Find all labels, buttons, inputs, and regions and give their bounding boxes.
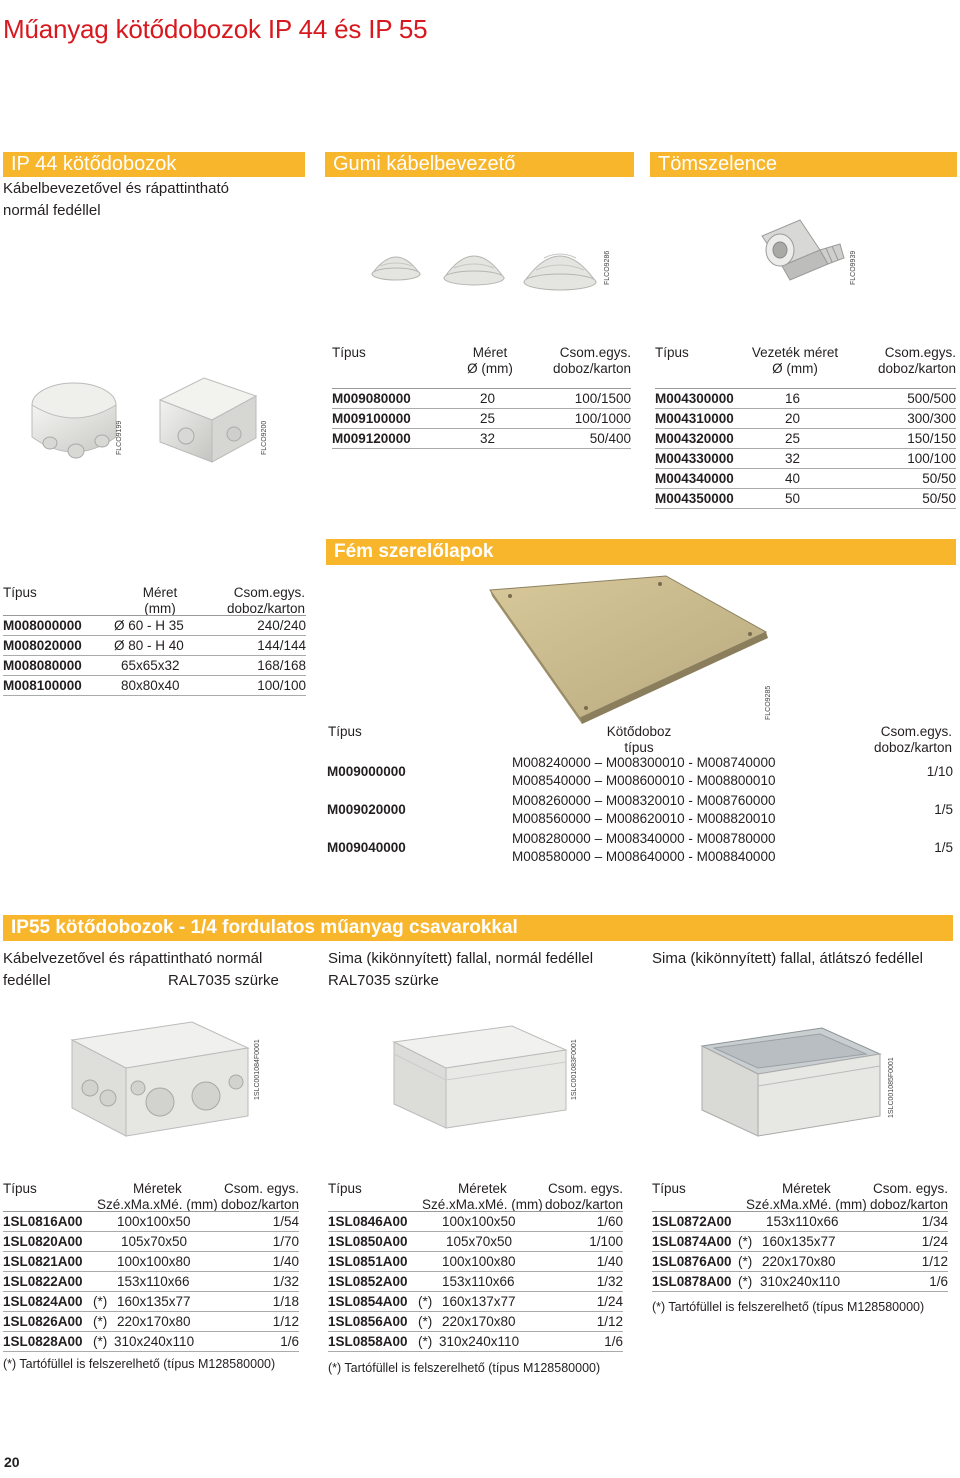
ip44-th-pack1: Csom.egys. <box>233 585 305 600</box>
table-row: M004320000 25 150/150 <box>655 429 956 449</box>
gumi-th-size2: Ø (mm) <box>467 361 513 376</box>
table-row: 1SL0856A00 (*) 220x170x80 1/12 <box>328 1312 623 1332</box>
ip55-col2-subtitle-1: Sima (kikönnyített) fallal, normál fedéllel <box>328 950 594 967</box>
fem-th-pack1: Csom.egys. <box>880 724 952 739</box>
gumi-th-type: Típus <box>332 345 366 360</box>
table-row: 1SL0820A00 105x70x50 1/70 <box>3 1232 299 1252</box>
table-row: 1SL0878A00 (*) 310x240x110 1/6 <box>652 1272 948 1292</box>
tomszelence-banner: Tömszelence <box>650 152 957 177</box>
table-row: 1SL0854A00 (*) 160x137x77 1/24 <box>328 1292 623 1312</box>
ip55-col3-th-pack2: doboz/karton <box>869 1197 948 1212</box>
table-row: M004340000 40 50/50 <box>655 469 956 489</box>
table-row: 1SL0876A00 (*) 220x170x80 1/12 <box>652 1252 948 1272</box>
fem-th-box2: típus <box>624 740 654 755</box>
tomszelence-th-pack1: Csom.egys. <box>884 345 956 360</box>
tomszelence-th-type: Típus <box>655 345 689 360</box>
table-row: 1SL0821A00 100x100x80 1/40 <box>3 1252 299 1272</box>
ip55-col2-th-pack1: Csom. egys. <box>547 1181 623 1196</box>
ip55-col1-note: (*) Tartófüllel is felszerelhető (típus M128580000) <box>3 1357 276 1371</box>
ip55-col1-subtitle-2b: RAL7035 szürke <box>168 972 279 989</box>
table-row: 1SL0824A00 (*) 160x135x77 1/18 <box>3 1292 299 1312</box>
ip44-subtitle-2: normál fedéllel <box>3 202 101 219</box>
table-row: 1SL0851A00 100x100x80 1/40 <box>328 1252 623 1272</box>
table-row: M009020000 M008260000 – M008320010 - M008760000 M008560000 – M008620010 - M008820010 1/5 <box>327 793 953 826</box>
ip55-col3-th-type: Típus <box>652 1181 686 1196</box>
metal-mounting-plate-image <box>470 574 772 724</box>
ip44-th-type: Típus <box>3 585 37 600</box>
ip44-th-pack2: doboz/karton <box>226 601 305 616</box>
page-number: 20 <box>4 1454 20 1470</box>
ip55-col2-th-size2: Szé.xMa.xMé. (mm) <box>422 1197 543 1212</box>
table-row: 1SL0874A00 (*) 160x135x77 1/24 <box>652 1232 948 1252</box>
ip55-col1-th-size1: Méretek <box>133 1181 182 1196</box>
ip55-col3-th-size2: Szé.xMa.xMé. (mm) <box>746 1197 867 1212</box>
table-row: 1SL0872A00 153x110x66 1/34 <box>652 1212 948 1232</box>
ip55-col2-th-type: Típus <box>328 1181 362 1196</box>
ip55-col1-th-size2: Szé.xMa.xMé. (mm) <box>97 1197 218 1212</box>
fem-banner: Fém szerelőlapok <box>326 539 956 565</box>
table-row: 1SL0846A00 100x100x50 1/60 <box>328 1212 623 1232</box>
ip55-plain-box-image <box>384 1022 574 1132</box>
ip55-col2-code: 1SLC001083F0001 <box>571 1039 578 1100</box>
tomszelence-th-size2: Ø (mm) <box>772 361 818 376</box>
ip55-col2-note: (*) Tartófüllel is felszerelhető (típus M128580000) <box>328 1361 601 1375</box>
table-row: 1SL0816A00 100x100x50 1/54 <box>3 1212 299 1232</box>
table-row: M004350000 50 50/50 <box>655 489 956 509</box>
table-row: M009000000 M008240000 – M008300010 - M008740000 M008540000 – M008600010 - M008800010 1/10 <box>327 755 953 788</box>
fem-th-type: Típus <box>328 724 362 739</box>
ip55-col3-code: 1SLC001085F0001 <box>888 1057 895 1118</box>
ip55-col1-th-type: Típus <box>3 1181 37 1196</box>
gumi-code: FLCO9286 <box>604 250 611 285</box>
table-row: M009100000 25 100/1000 <box>332 409 631 429</box>
fem-th-pack2: doboz/karton <box>873 740 952 755</box>
ip44-th-size2: (mm) <box>144 601 176 616</box>
ip55-col3-note: (*) Tartófüllel is felszerelhető (típus M128580000) <box>652 1300 925 1314</box>
table-row: M008080000 65x65x32 168/168 <box>3 656 306 676</box>
ip55-col3-subtitle-1: Sima (kikönnyített) fallal, átlátszó fedéllel <box>652 950 923 967</box>
ip55-col2-subtitle-2: RAL7035 szürke <box>328 972 439 989</box>
ip44-banner: IP 44 kötődobozok <box>3 152 305 177</box>
ip55-col1-th-pack2: doboz/karton <box>220 1197 299 1212</box>
round-junction-box-image <box>28 375 120 471</box>
rubber-grommets-image <box>368 232 600 294</box>
ip55-box-with-glands-image <box>60 1018 256 1140</box>
ip44-subtitle-1: Kábelbevezetővel és rápattintható <box>3 180 229 197</box>
ip55-col1-subtitle-1: Kábelvezetővel és rápattintható normál <box>3 950 263 967</box>
ip55-col1-subtitle-2a: fedéllel <box>3 972 51 989</box>
ip55-banner: IP55 kötődobozok - 1/4 fordulatos műanyag csavarokkal <box>3 915 953 941</box>
gumi-banner: Gumi kábelbevezető <box>325 152 634 177</box>
gumi-th-pack1: Csom.egys. <box>559 345 631 360</box>
tomszelence-th-size1: Vezeték méret <box>751 345 839 360</box>
table-row: M008100000 80x80x40 100/100 <box>3 676 306 696</box>
table-row: M008000000 Ø 60 - H 35 240/240 <box>3 616 306 636</box>
page-title: Műanyag kötődobozok IP 44 és IP 55 <box>3 14 428 44</box>
tomszelence-code: FLCO9939 <box>850 250 857 285</box>
table-row: 1SL0858A00 (*) 310x240x110 1/6 <box>328 1332 623 1352</box>
ip55-col1-th-pack1: Csom. egys. <box>223 1181 299 1196</box>
ip55-col2-th-pack2: doboz/karton <box>544 1197 623 1212</box>
table-row: M008020000 Ø 80 - H 40 144/144 <box>3 636 306 656</box>
table-row: 1SL0826A00 (*) 220x170x80 1/12 <box>3 1312 299 1332</box>
fem-code: FLCO9285 <box>765 685 772 720</box>
square-junction-box-image <box>152 372 262 468</box>
ip55-col2-th-size1: Méretek <box>458 1181 507 1196</box>
ip44-th-size1: Méret <box>142 585 178 600</box>
table-row: M009040000 M008280000 – M008340000 - M008780000 M008580000 – M008640000 - M008840000 1/5 <box>327 831 953 864</box>
ip55-transparent-lid-box-image <box>692 1024 888 1142</box>
gumi-th-size1: Méret <box>472 345 508 360</box>
table-row: 1SL0852A00 153x110x66 1/32 <box>328 1272 623 1292</box>
table-row: M009080000 20 100/1500 <box>332 389 631 409</box>
ip55-col3-th-size1: Méretek <box>782 1181 831 1196</box>
table-row: 1SL0828A00 (*) 310x240x110 1/6 <box>3 1332 299 1352</box>
table-row: M004300000 16 500/500 <box>655 389 956 409</box>
ip55-col1-code: 1SLC001084F0001 <box>254 1039 261 1100</box>
tomszelence-th-pack2: doboz/karton <box>877 361 956 376</box>
ip55-col3-th-pack1: Csom. egys. <box>872 1181 948 1196</box>
fem-th-box1: Kötődoboz <box>606 724 672 739</box>
ip44-code-1: FLCO9199 <box>116 420 123 455</box>
cable-gland-image <box>756 214 848 286</box>
table-row: 1SL0822A00 153x110x66 1/32 <box>3 1272 299 1292</box>
ip44-code-2: FLCO9200 <box>261 420 268 455</box>
gumi-th-pack2: doboz/karton <box>552 361 631 376</box>
table-row: M004310000 20 300/300 <box>655 409 956 429</box>
table-row: M009120000 32 50/400 <box>332 429 631 449</box>
table-row: M004330000 32 100/100 <box>655 449 956 469</box>
table-row: 1SL0850A00 105x70x50 1/100 <box>328 1232 623 1252</box>
